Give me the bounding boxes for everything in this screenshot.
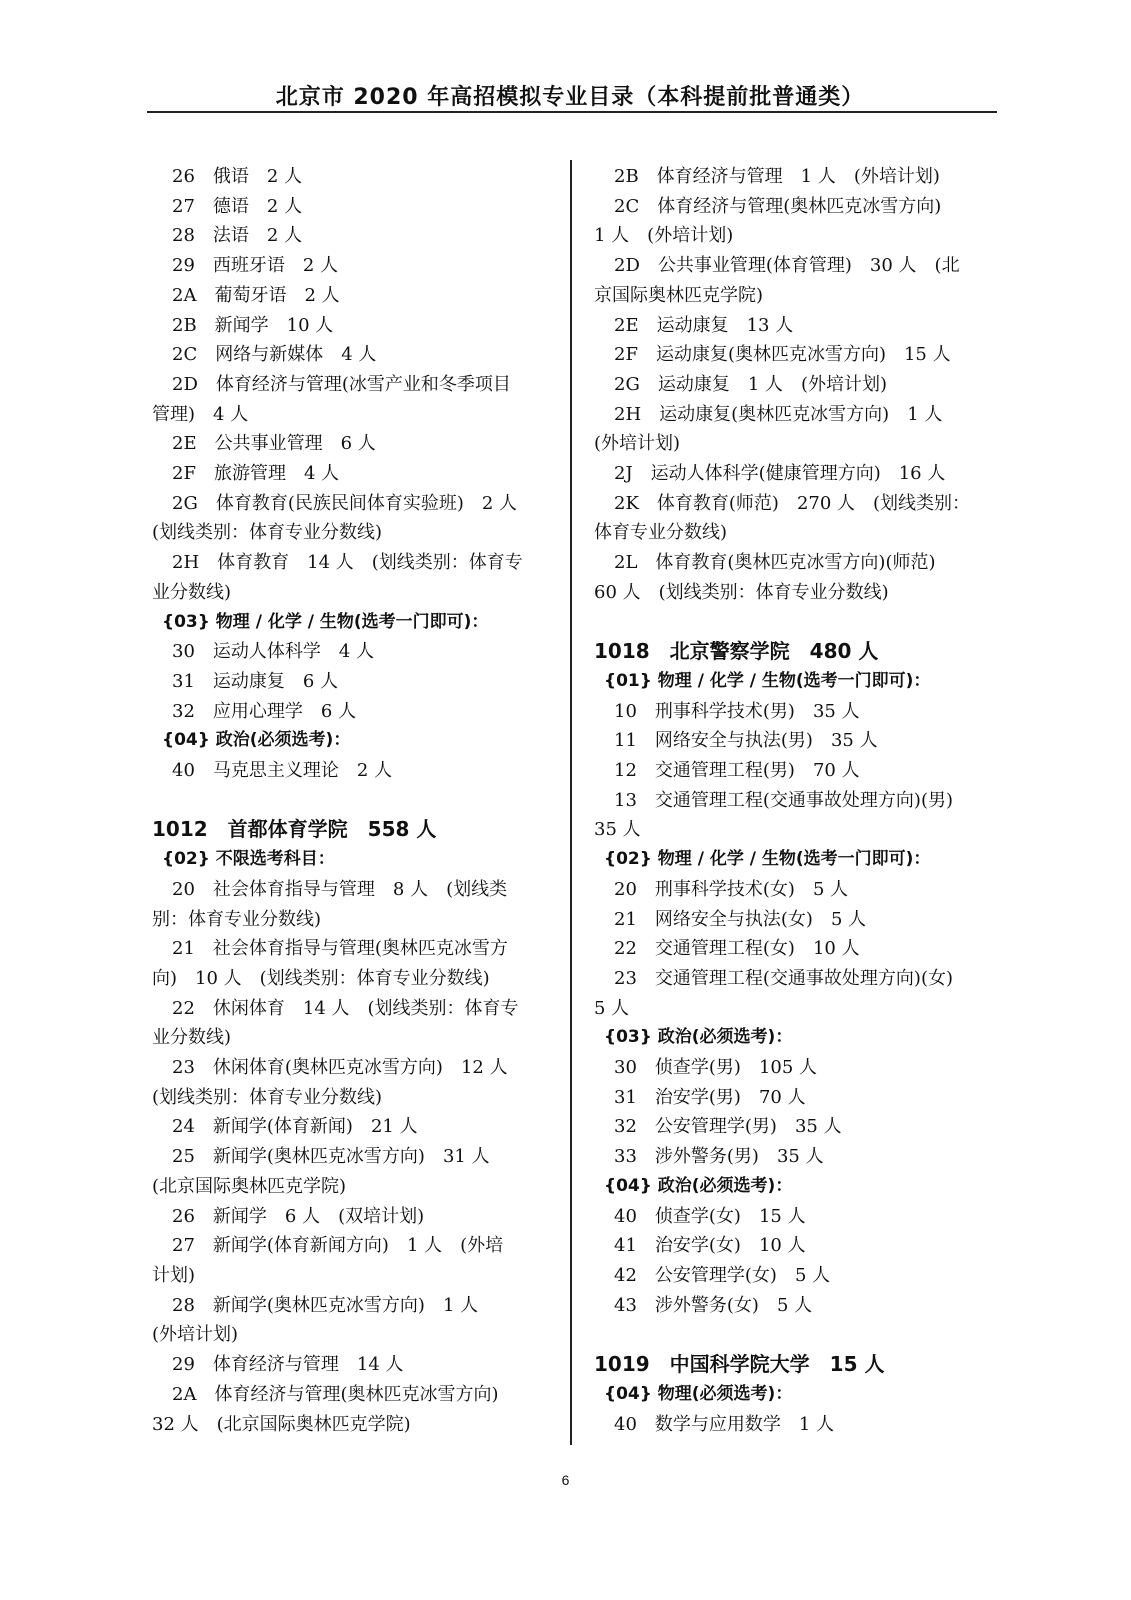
major-entry: 2H 运动康复(奥林匹克冰雪方向) 1 人 xyxy=(614,403,943,425)
major-entry: 23 休闲体育(奥林匹克冰雪方向) 12 人 xyxy=(172,1057,508,1079)
major-entry-continuation: (外培计划) xyxy=(152,1324,239,1346)
major-entry: 31 运动康复 6 人 xyxy=(172,670,339,692)
major-entry: 2J 运动人体科学(健康管理方向) 16 人 xyxy=(614,463,946,485)
major-entry: 31 治安学(男) 70 人 xyxy=(614,1086,806,1108)
major-entry: 20 刑事科学技术(女) 5 人 xyxy=(614,878,849,900)
major-entry: 32 公安管理学(男) 35 人 xyxy=(614,1116,842,1138)
major-entry: 40 马克思主义理论 2 人 xyxy=(172,760,393,782)
major-entry-continuation: 60 人 (划线类别：体育专业分数线) xyxy=(594,581,889,603)
subject-group-heading: {01} 物理 / 化学 / 生物(选考一门即可)： xyxy=(604,670,931,691)
major-entry: 32 应用心理学 6 人 xyxy=(172,700,357,722)
major-entry: 2E 运动康复 13 人 xyxy=(614,314,794,336)
page-title: 北京市 2020 年高招模拟专业目录（本科提前批普通类） xyxy=(275,85,865,110)
major-entry: 11 网络安全与执法(男) 35 人 xyxy=(614,730,878,752)
major-entry: 2A 体育经济与管理(奥林匹克冰雪方向) xyxy=(172,1383,499,1405)
major-entry-continuation: 业分数线) xyxy=(152,581,232,603)
left-column xyxy=(152,162,557,1439)
subject-group-heading: {03} 物理 / 化学 / 生物(选考一门即可)： xyxy=(162,611,489,632)
major-entry: 20 社会体育指导与管理 8 人 (划线类 xyxy=(172,878,508,900)
major-entry: 28 新闻学(奥林匹克冰雪方向) 1 人 xyxy=(172,1294,479,1316)
major-entry: 21 网络安全与执法(女) 5 人 xyxy=(614,908,867,930)
subject-group-heading: {04} 政治(必须选考)： xyxy=(162,730,351,751)
major-entry: 30 运动人体科学 4 人 xyxy=(172,641,375,663)
institution-heading: 1012 首都体育学院 558 人 xyxy=(152,817,437,842)
major-entry-continuation: 35 人 xyxy=(594,819,641,841)
major-entry: 28 法语 2 人 xyxy=(172,225,303,247)
major-entry: 26 新闻学 6 人 (双培计划) xyxy=(172,1205,425,1227)
subject-group-heading: {04} 政治(必须选考)： xyxy=(604,1175,793,1196)
institution-heading: 1018 北京警察学院 480 人 xyxy=(594,639,879,664)
major-entry: 25 新闻学(奥林匹克冰雪方向) 31 人 xyxy=(172,1146,490,1168)
major-entry: 22 交通管理工程(女) 10 人 xyxy=(614,938,860,960)
spacer xyxy=(594,608,999,638)
major-entry: 40 数学与应用数学 1 人 xyxy=(614,1413,835,1435)
header-divider xyxy=(147,111,997,113)
major-entry: 2B 体育经济与管理 1 人 (外培计划) xyxy=(614,166,940,187)
column-divider xyxy=(570,160,572,1445)
major-entry: 43 涉外警务(女) 5 人 xyxy=(614,1294,813,1316)
major-entry-continuation: (划线类别：体育专业分数线) xyxy=(152,522,383,544)
major-entry: 22 休闲体育 14 人 (划线类别：体育专 xyxy=(172,997,519,1019)
major-entry: 42 公安管理学(女) 5 人 xyxy=(614,1265,831,1286)
major-entry-continuation: 32 人 (北京国际奥林匹克学院) xyxy=(152,1413,411,1435)
major-entry: 2B 新闻学 10 人 xyxy=(172,314,334,336)
major-entry: 40 侦查学(女) 15 人 xyxy=(614,1205,806,1227)
major-entry-continuation: 业分数线) xyxy=(152,1027,232,1049)
major-entry: 41 治安学(女) 10 人 xyxy=(614,1235,806,1257)
major-entry-continuation: 1 人 (外培计划) xyxy=(594,225,734,247)
major-entry: 2E 公共事业管理 6 人 xyxy=(172,433,376,455)
major-entry: 27 新闻学(体育新闻方向) 1 人 (外培 xyxy=(172,1235,504,1257)
major-entry: 2A 葡萄牙语 2 人 xyxy=(172,284,340,306)
major-entry: 2G 运动康复 1 人 (外培计划) xyxy=(614,373,888,395)
major-entry-continuation: 计划) xyxy=(152,1265,196,1286)
major-entry: 2C 网络与新媒体 4 人 xyxy=(172,344,377,366)
spacer xyxy=(152,786,557,816)
major-entry: 2K 体育教育(师范) 270 人 (划线类别： xyxy=(614,492,971,514)
institution-heading: 1019 中国科学院大学 15 人 xyxy=(594,1352,885,1377)
major-entry: 2F 旅游管理 4 人 xyxy=(172,463,340,485)
major-entry-continuation: (外培计划) xyxy=(594,433,681,455)
right-column xyxy=(594,162,999,1439)
major-entry-continuation: 体育专业分数线) xyxy=(594,522,728,544)
major-entry: 10 刑事科学技术(男) 35 人 xyxy=(614,700,860,722)
major-entry-continuation: (划线类别：体育专业分数线) xyxy=(152,1086,383,1108)
subject-group-heading: {03} 政治(必须选考)： xyxy=(604,1027,793,1048)
spacer xyxy=(594,1320,999,1350)
major-entry: 29 西班牙语 2 人 xyxy=(172,255,339,277)
subject-group-heading: {02} 物理 / 化学 / 生物(选考一门即可)： xyxy=(604,849,931,870)
major-entry: 27 德语 2 人 xyxy=(172,195,303,217)
major-entry-continuation: 向) 10 人 (划线类别：体育专业分数线) xyxy=(152,967,490,989)
major-entry: 13 交通管理工程(交通事故处理方向)(男) xyxy=(614,789,953,811)
major-entry: 2F 运动康复(奥林匹克冰雪方向) 15 人 xyxy=(614,344,951,366)
major-entry: 2C 体育经济与管理(奥林匹克冰雪方向) xyxy=(614,195,942,217)
major-entry: 29 体育经济与管理 14 人 xyxy=(172,1354,404,1376)
major-entry-continuation: 别：体育专业分数线) xyxy=(152,908,322,930)
major-entry: 26 俄语 2 人 xyxy=(172,166,303,187)
subject-group-heading: {04} 物理(必须选考)： xyxy=(604,1383,793,1404)
major-entry: 12 交通管理工程(男) 70 人 xyxy=(614,760,860,782)
major-entry: 2D 公共事业管理(体育管理) 30 人 (北 xyxy=(614,255,960,277)
major-entry: 2G 体育教育(民族民间体育实验班) 2 人 xyxy=(172,492,518,514)
major-entry-continuation: 5 人 xyxy=(594,997,630,1019)
major-entry-continuation: 京国际奥林匹克学院) xyxy=(594,284,764,306)
major-entry: 24 新闻学(体育新闻) 21 人 xyxy=(172,1116,418,1138)
major-entry: 2D 体育经济与管理(冰雪产业和冬季项目 xyxy=(172,373,511,395)
major-entry: 21 社会体育指导与管理(奥林匹克冰雪方 xyxy=(172,938,508,960)
subject-group-heading: {02} 不限选考科目： xyxy=(162,849,335,870)
major-entry: 23 交通管理工程(交通事故处理方向)(女) xyxy=(614,967,953,989)
page-number: 6 xyxy=(561,1472,570,1488)
major-entry: 33 涉外警务(男) 35 人 xyxy=(614,1146,824,1168)
major-entry-continuation: 管理) 4 人 xyxy=(152,403,249,425)
major-entry: 30 侦查学(男) 105 人 xyxy=(614,1057,818,1079)
major-entry-continuation: (北京国际奥林匹克学院) xyxy=(152,1175,347,1197)
major-entry: 2H 体育教育 14 人 (划线类别：体育专 xyxy=(172,552,523,574)
major-entry: 2L 体育教育(奥林匹克冰雪方向)(师范) xyxy=(614,552,936,574)
